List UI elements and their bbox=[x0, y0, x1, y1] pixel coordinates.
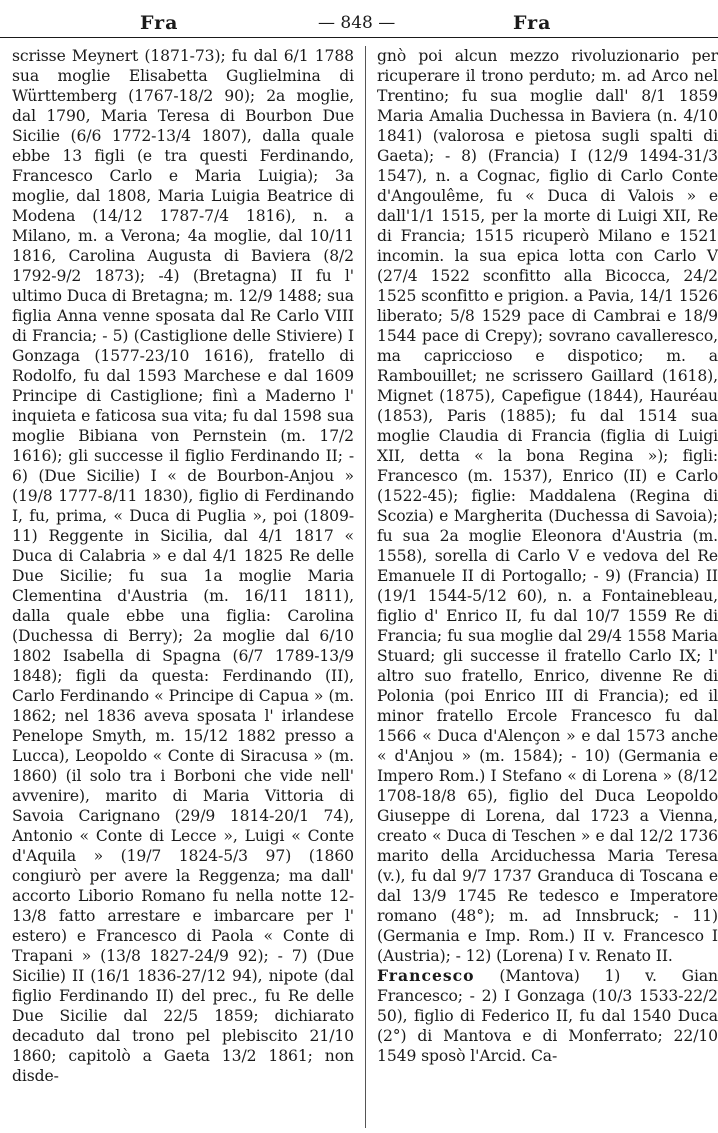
page-number: — 848 — bbox=[318, 13, 396, 33]
entry-francesco bbox=[377, 966, 718, 1066]
header-left-word: Fra bbox=[140, 12, 179, 34]
entry-headword: Francesco bbox=[377, 966, 475, 985]
column-divider bbox=[365, 46, 366, 1128]
header-right-word: Fra bbox=[513, 12, 552, 34]
right-column bbox=[377, 46, 718, 1066]
page-header bbox=[0, 12, 718, 38]
text-columns bbox=[8, 46, 716, 1128]
left-column bbox=[12, 46, 354, 1086]
right-column-text: gnò poi alcun mezzo rivoluzionario per ricuperare il trono perduto; m. ad Arco nel Trentino; fu sua moglie dall' 8/1 1859 Maria Amalia Duchessa in Baviera (n. 4/10 1841) (valorosa e pietosa sugli spalti di Gaeta); - 8) (Francia) I (12/9 1494-31/3 1547), n. a Cognac, figlio di Carlo Conte d'Angoulême, fu « Duca di Valois » e dall'1/1 1515, per la morte di Luigi XII, Re di Francia; 1515 ricuperò Milano e 1521 incomin. la sua epica lotta con Carlo V (27/4 1522 sconfitto alla Bicocca, 24/2 1525 sconfitto e prigion. a Pavia, 14/1 1526 liberato; 5/8 1529 pace di Cambrai e 18/9 1544 pace di Crepy); sovrano cavalleresco, ma capriccioso e dispotico; m. a Rambouillet; ne scrissero Gaillard (1618), Mignet (1875), Capefigue (1844), Hauréau (1853), Paris (1885); fu dal 1514 sua moglie Claudia di Francia (figlia di Luigi XII, detta « la bona Regina »); figli: Francesco (m. 1537), Enrico (II) e Carlo (1522-45); figlie: Maddalena (Regina di Scozia) e Margherita (Duchessa di Savoia); fu sua 2a moglie Eleonora d'Austria (m. 1558), sorella di Carlo V e vedova del Re Emanuele II di Portogallo; - 9) (Francia) II (19/1 1544-5/12 60), n. a Fontainebleau, figlio d' Enrico II, fu dal 10/7 1559 Re di Francia; fu sua moglie dal 29/4 1558 Maria Stuard; gli successe il fratello Carlo IX; l' altro suo fratello, Enrico, divenne Re di Polonia (poi Enrico III di Francia); ed il minor fratello Ercole Francesco fu dal 1566 « Duca d'Alençon » e dal 1573 anche « d'Anjou » (m. 1584); - 10) (Germania e Impero Rom.) I Stefano « di Lorena » (8/12 1708-18/8 65), figlio del Duca Leopoldo Giuseppe di Lorena, dal 1723 a Vienna, creato « Duca di Teschen » e dal 12/2 1736 marito della Arciduchessa Maria Teresa (v.), fu dal 9/7 1737 Granduca di Toscana e dal 13/9 1745 Re tedesco e Imperatore romano (48°); m. ad Innsbruck; - 11) (Germania e Imp. Rom.) II v. Francesco I (Austria); - 12) (Lorena) I v. Renato II. bbox=[377, 47, 718, 965]
entry-text: (Mantova) 1) v. Gian Francesco; - 2) I Gonzaga (10/3 1533-22/2 50), figlio di Federico II, fu dal 1540 Duca (2°) di Mantova e di Monferrato; 22/10 1549 sposò l'Arcid. Ca- bbox=[377, 967, 718, 1065]
left-column-text: scrisse Meynert (1871-73); fu dal 6/1 1788 sua moglie Elisabetta Guglielmina di Württemberg (1767-18/2 90); 2a moglie, dal 1790, Maria Teresa di Bourbon Due Sicilie (6/6 1772-13/4 1807), dalla quale ebbe 13 figli (e tra questi Ferdinando, Francesco Carlo e Maria Luigia); 3a moglie, dal 1808, Maria Luigia Beatrice di Modena (14/12 1787-7/4 1816), n. a Milano, m. a Verona; 4a moglie, dal 10/11 1816, Carolina Augusta di Baviera (8/2 1792-9/2 1873); -4) (Bretagna) II fu l' ultimo Duca di Bretagna; m. 12/9 1488; sua figlia Anna venne sposata dal Re Carlo VIII di Francia; - 5) (Castiglione delle Stiviere) I Gonzaga (1577-23/10 1616), fratello di Rodolfo, fu dal 1593 Marchese e dal 1609 Principe di Castiglione; finì a Maderno l' inquieta e faticosa sua vita; fu dal 1598 sua moglie Bibiana von Pernstein (m. 17/2 1616); gli successe il figlio Ferdinando II; - 6) (Due Sicilie) I « de Bourbon-Anjou » (19/8 1777-8/11 1830), figlio di Ferdinando I, fu, prima, « Duca di Puglia », poi (1809-11) Reggente in Sicilia, dal 4/1 1817 « Duca di Calabria » e dal 4/1 1825 Re delle Due Sicilie; fu sua 1a moglie Maria Clementina d'Austria (m. 16/11 1811), dalla quale ebbe una figlia: Carolina (Duchessa di Berry); 2a moglie dal 6/10 1802 Isabella di Spagna (6/7 1789-13/9 1848); figli da questa: Ferdinando (II), Carlo Ferdinando « Principe di Capua » (m. 1862; nel 1836 aveva sposata l' irlandese Penelope Smyth, m. 15/12 1882 presso a Lucca), Leopoldo « Conte di Siracusa » (m. 1860) (il solo tra i Borboni che vide nell' avvenire), marito di Maria Vittoria di Savoia Carignano (29/9 1814-20/1 74), Antonio « Conte di Lecce », Luigi « Conte d'Aquila » (19/7 1824-5/3 97) (1860 congiurò per avere la Reggenza; ma dall' accorto Liborio Romano fu nella notte 12-13/8 fatto arrestare e imbarcare per l' estero) e Francesco di Paola « Conte di Trapani » (13/8 1827-24/9 92); - 7) (Due Sicilie) II (16/1 1836-27/12 94), nipote (dal figlio Ferdinando II) del prec., fu Re delle Due Sicilie dal 22/5 1859; dichiarato decaduto dal trono pel plebiscito 21/10 1860; capitolò a Gaeta 13/2 1861; non disde- bbox=[12, 47, 354, 1085]
